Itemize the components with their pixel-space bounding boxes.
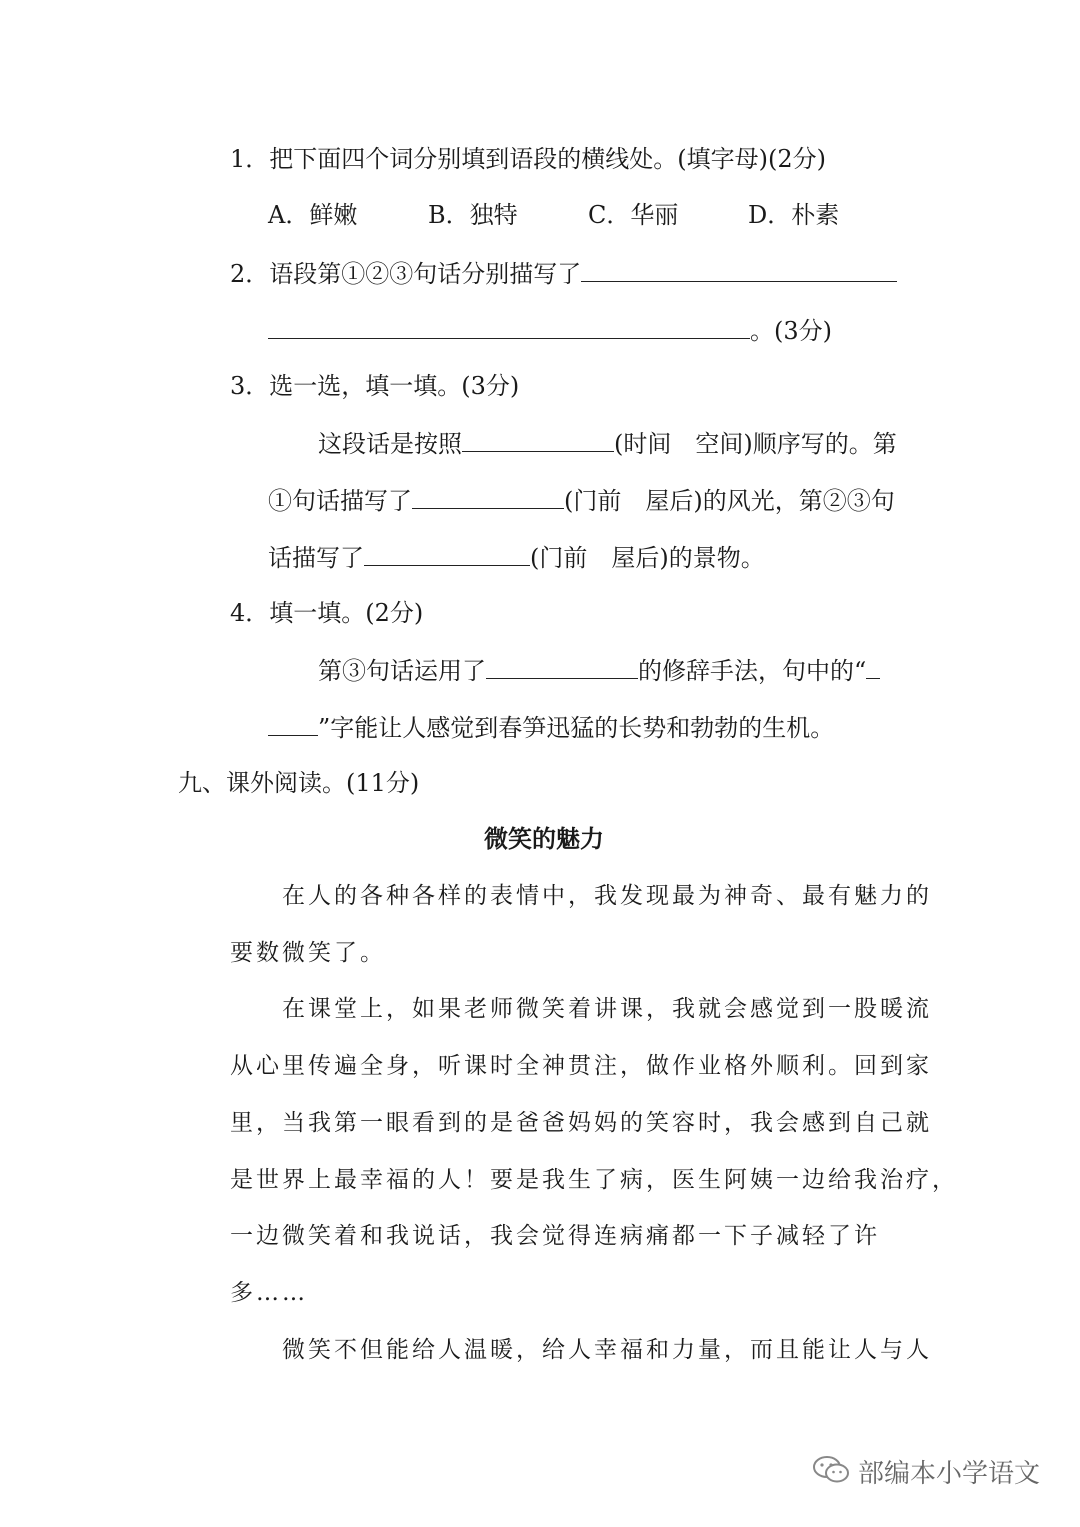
q2-line1 bbox=[230, 255, 897, 291]
section9-heading: 九、课外阅读。(11分) bbox=[178, 769, 420, 797]
passage-line: 一边微笑着和我说话，我会觉得连病痛都一下子减轻了许 bbox=[230, 1223, 880, 1249]
q2-answer-blank-2[interactable] bbox=[268, 312, 750, 339]
passage-line: 里，当我第一眼看到的是爸爸妈妈的笑容时，我会感到自己就 bbox=[230, 1110, 932, 1136]
passage-line: 要数微笑了。 bbox=[230, 940, 386, 966]
q4-line1 bbox=[318, 652, 880, 688]
option-c: C．华丽 bbox=[588, 201, 679, 229]
passage-line: 在课堂上，如果老师微笑着讲课，我就会感觉到一股暖流 bbox=[282, 996, 932, 1022]
q4-stem: 4．填一填。(2分) bbox=[230, 599, 424, 627]
q3-text: ①句话描写了 bbox=[268, 487, 412, 515]
passage-line: 在人的各种各样的表情中，我发现最为神奇、最有魅力的 bbox=[282, 883, 932, 909]
option-d: D．朴素 bbox=[748, 201, 840, 229]
passage-line: 从心里传遍全身，听课时全神贯注，做作业格外顺利。回到家 bbox=[230, 1053, 932, 1079]
q3-text: (门前 屋后)的风光，第②③句 bbox=[564, 487, 895, 515]
q4-text: 的修辞手法，句中的“ bbox=[638, 657, 867, 685]
q4-text: ”字能让人感觉到春笋迅猛的长势和勃勃的生机。 bbox=[318, 714, 835, 742]
q2-answer-blank-1[interactable] bbox=[581, 255, 897, 282]
passage-line: 是世界上最幸福的人！要是我生了病，医生阿姨一边给我治疗， bbox=[230, 1167, 958, 1193]
watermark-text: 部编本小学语文 bbox=[858, 1459, 1041, 1489]
wechat-icon bbox=[812, 1454, 850, 1490]
q3-blank-3[interactable] bbox=[364, 539, 530, 566]
q3-line2 bbox=[268, 482, 895, 518]
q3-blank-2[interactable] bbox=[412, 482, 564, 509]
q4-line2 bbox=[268, 709, 834, 745]
watermark bbox=[812, 1453, 1040, 1490]
q2-suffix: 。(3分) bbox=[750, 317, 832, 345]
q3-line1 bbox=[318, 425, 897, 461]
q1-options bbox=[268, 198, 908, 232]
q3-stem: 3．选一选，填一填。(3分) bbox=[230, 372, 520, 400]
option-b: B．独特 bbox=[428, 201, 518, 229]
q1-stem: 1．把下面四个词分别填到语段的横线处。(填字母)(2分) bbox=[230, 145, 826, 173]
q4-text: 第③句话运用了 bbox=[318, 657, 486, 685]
q4-blank-2b[interactable] bbox=[268, 709, 318, 736]
q4-blank-1[interactable] bbox=[486, 652, 638, 679]
q3-text: 话描写了 bbox=[268, 544, 364, 572]
q3-blank-1[interactable] bbox=[462, 425, 614, 452]
q3-text: (时间 空间)顺序写的。第 bbox=[614, 430, 897, 458]
q3-text: 这段话是按照 bbox=[318, 430, 462, 458]
passage-line: 微笑不但能给人温暖，给人幸福和力量，而且能让人与人 bbox=[282, 1337, 932, 1363]
option-a: A．鲜嫩 bbox=[268, 201, 358, 229]
q3-line3 bbox=[268, 539, 765, 575]
q4-blank-2a[interactable] bbox=[866, 652, 880, 679]
passage-line: 多…… bbox=[230, 1280, 308, 1306]
passage-title: 微笑的魅力 bbox=[484, 825, 604, 853]
q2-prefix: 2．语段第①②③句话分别描写了 bbox=[230, 260, 582, 288]
q2-line2 bbox=[268, 312, 832, 348]
q3-text: (门前 屋后)的景物。 bbox=[530, 544, 765, 572]
